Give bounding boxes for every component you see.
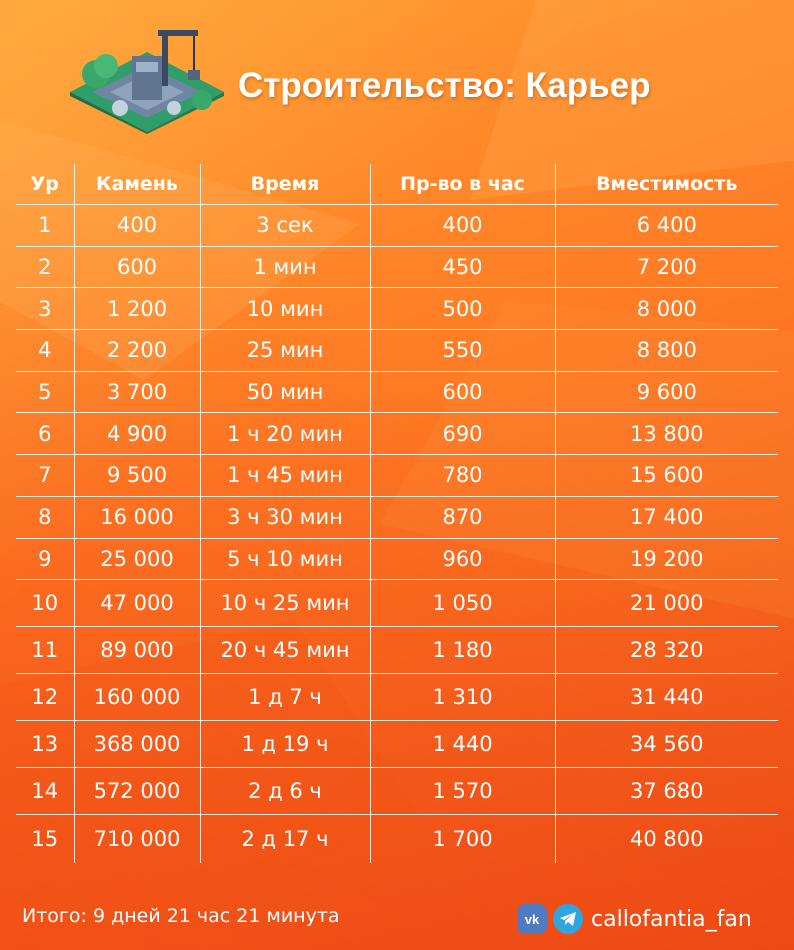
cell-time: 20 ч 45 мин [200, 627, 370, 674]
table-row [16, 455, 778, 497]
cell-level: 15 [31, 827, 59, 852]
cell-level: 8 [16, 496, 74, 538]
cell-stone: 400 [74, 205, 200, 247]
column-header-capacity: Вместимость [555, 164, 778, 205]
cell-production: 1 700 [370, 815, 555, 864]
levels-table [16, 164, 778, 863]
cell-capacity: 19 200 [555, 538, 778, 580]
cell-level: 13 [16, 721, 74, 768]
cell-capacity: 17 400 [555, 496, 778, 538]
cell-time: 2 д 6 ч [200, 768, 370, 815]
quarry-building-icon [62, 22, 232, 134]
cell-capacity: 28 320 [555, 627, 778, 674]
cell-time: 1 д 19 ч [200, 721, 370, 768]
column-header-time: Время [200, 164, 370, 205]
table-row [16, 674, 778, 721]
cell-capacity: 8 000 [555, 288, 778, 330]
cell-level: 12 [16, 674, 74, 721]
cell-capacity: 7 200 [555, 246, 778, 288]
cell-production: 690 [370, 413, 555, 455]
table-row [16, 815, 778, 864]
cell-level: 6 [16, 413, 74, 455]
table-row [16, 721, 778, 768]
cell-production: 1 440 [370, 721, 555, 768]
table-row [16, 768, 778, 815]
cell-capacity: 37 680 [555, 768, 778, 815]
page-title: Строительство: Карьер [238, 66, 651, 105]
cell-level: 14 [16, 768, 74, 815]
table-row [16, 288, 778, 330]
cell-production: 450 [370, 246, 555, 288]
table-row [16, 538, 778, 580]
cell-capacity: 13 800 [555, 413, 778, 455]
cell-stone: 1 200 [74, 288, 200, 330]
cell-stone: 572 000 [74, 768, 200, 815]
cell-stone: 2 200 [74, 330, 200, 372]
cell-stone: 600 [74, 246, 200, 288]
cell-level: 10 [16, 580, 74, 627]
cell-production: 780 [370, 455, 555, 497]
header [0, 0, 794, 150]
cell-level: 1 [16, 205, 74, 247]
cell-capacity: 40 800 [555, 815, 778, 864]
cell-time: 2 д 17 ч [200, 815, 370, 864]
cell-capacity: 8 800 [555, 330, 778, 372]
cell-production: 500 [370, 288, 555, 330]
cell-level: 5 [16, 371, 74, 413]
cell-stone: 4 900 [74, 413, 200, 455]
vk-icon[interactable] [517, 904, 547, 934]
cell-stone: 160 000 [74, 674, 200, 721]
table-row [16, 205, 778, 247]
cell-time: 25 мин [200, 330, 370, 372]
cell-stone: 89 000 [74, 627, 200, 674]
cell-time: 10 мин [200, 288, 370, 330]
cell-time: 1 д 7 ч [200, 674, 370, 721]
cell-capacity: 15 600 [555, 455, 778, 497]
cell-stone: 47 000 [74, 580, 200, 627]
svg-text:vk: vk [524, 912, 540, 926]
cell-capacity: 31 440 [555, 674, 778, 721]
cell-time: 5 ч 10 мин [200, 538, 370, 580]
cell-time: 1 ч 20 мин [200, 413, 370, 455]
column-header-stone: Камень [74, 164, 200, 205]
cell-production: 1 050 [370, 580, 555, 627]
table-row [16, 330, 778, 372]
cell-stone: 9 500 [74, 455, 200, 497]
cell-production: 550 [370, 330, 555, 372]
cell-production: 1 310 [370, 674, 555, 721]
table-row [16, 371, 778, 413]
cell-stone: 25 000 [74, 538, 200, 580]
social-links [517, 902, 752, 936]
table-row [16, 580, 778, 627]
cell-time: 1 мин [200, 246, 370, 288]
cell-stone: 3 700 [74, 371, 200, 413]
cell-time: 1 ч 45 мин [200, 455, 370, 497]
total-time-text: Итого: 9 дней 21 час 21 минута [22, 905, 340, 927]
cell-production: 400 [370, 205, 555, 247]
table-row [16, 413, 778, 455]
cell-time: 50 мин [200, 371, 370, 413]
cell-stone: 16 000 [74, 496, 200, 538]
cell-level: 7 [16, 455, 74, 497]
cell-capacity: 9 600 [555, 371, 778, 413]
cell-production: 870 [370, 496, 555, 538]
cell-time: 3 ч 30 мин [200, 496, 370, 538]
table-header-row [16, 164, 778, 205]
channel-handle[interactable]: callofantia_fan [591, 906, 752, 932]
cell-stone: 710 000 [74, 815, 200, 864]
telegram-icon[interactable] [553, 904, 583, 934]
cell-time: 3 сек [200, 205, 370, 247]
cell-level: 2 [16, 246, 74, 288]
table-row [16, 246, 778, 288]
cell-capacity: 6 400 [555, 205, 778, 247]
cell-level: 4 [16, 330, 74, 372]
cell-stone: 368 000 [74, 721, 200, 768]
cell-production: 1 570 [370, 768, 555, 815]
table-row [16, 496, 778, 538]
column-header-level: Ур [16, 164, 74, 205]
table-row [16, 627, 778, 674]
cell-production: 600 [370, 371, 555, 413]
cell-capacity: 34 560 [555, 721, 778, 768]
cell-level: 9 [16, 538, 74, 580]
column-header-production: Пр-во в час [370, 164, 555, 205]
cell-level: 11 [16, 627, 74, 674]
cell-production: 1 180 [370, 627, 555, 674]
cell-production: 960 [370, 538, 555, 580]
cell-level: 3 [16, 288, 74, 330]
cell-time: 10 ч 25 мин [200, 580, 370, 627]
cell-capacity: 21 000 [555, 580, 778, 627]
